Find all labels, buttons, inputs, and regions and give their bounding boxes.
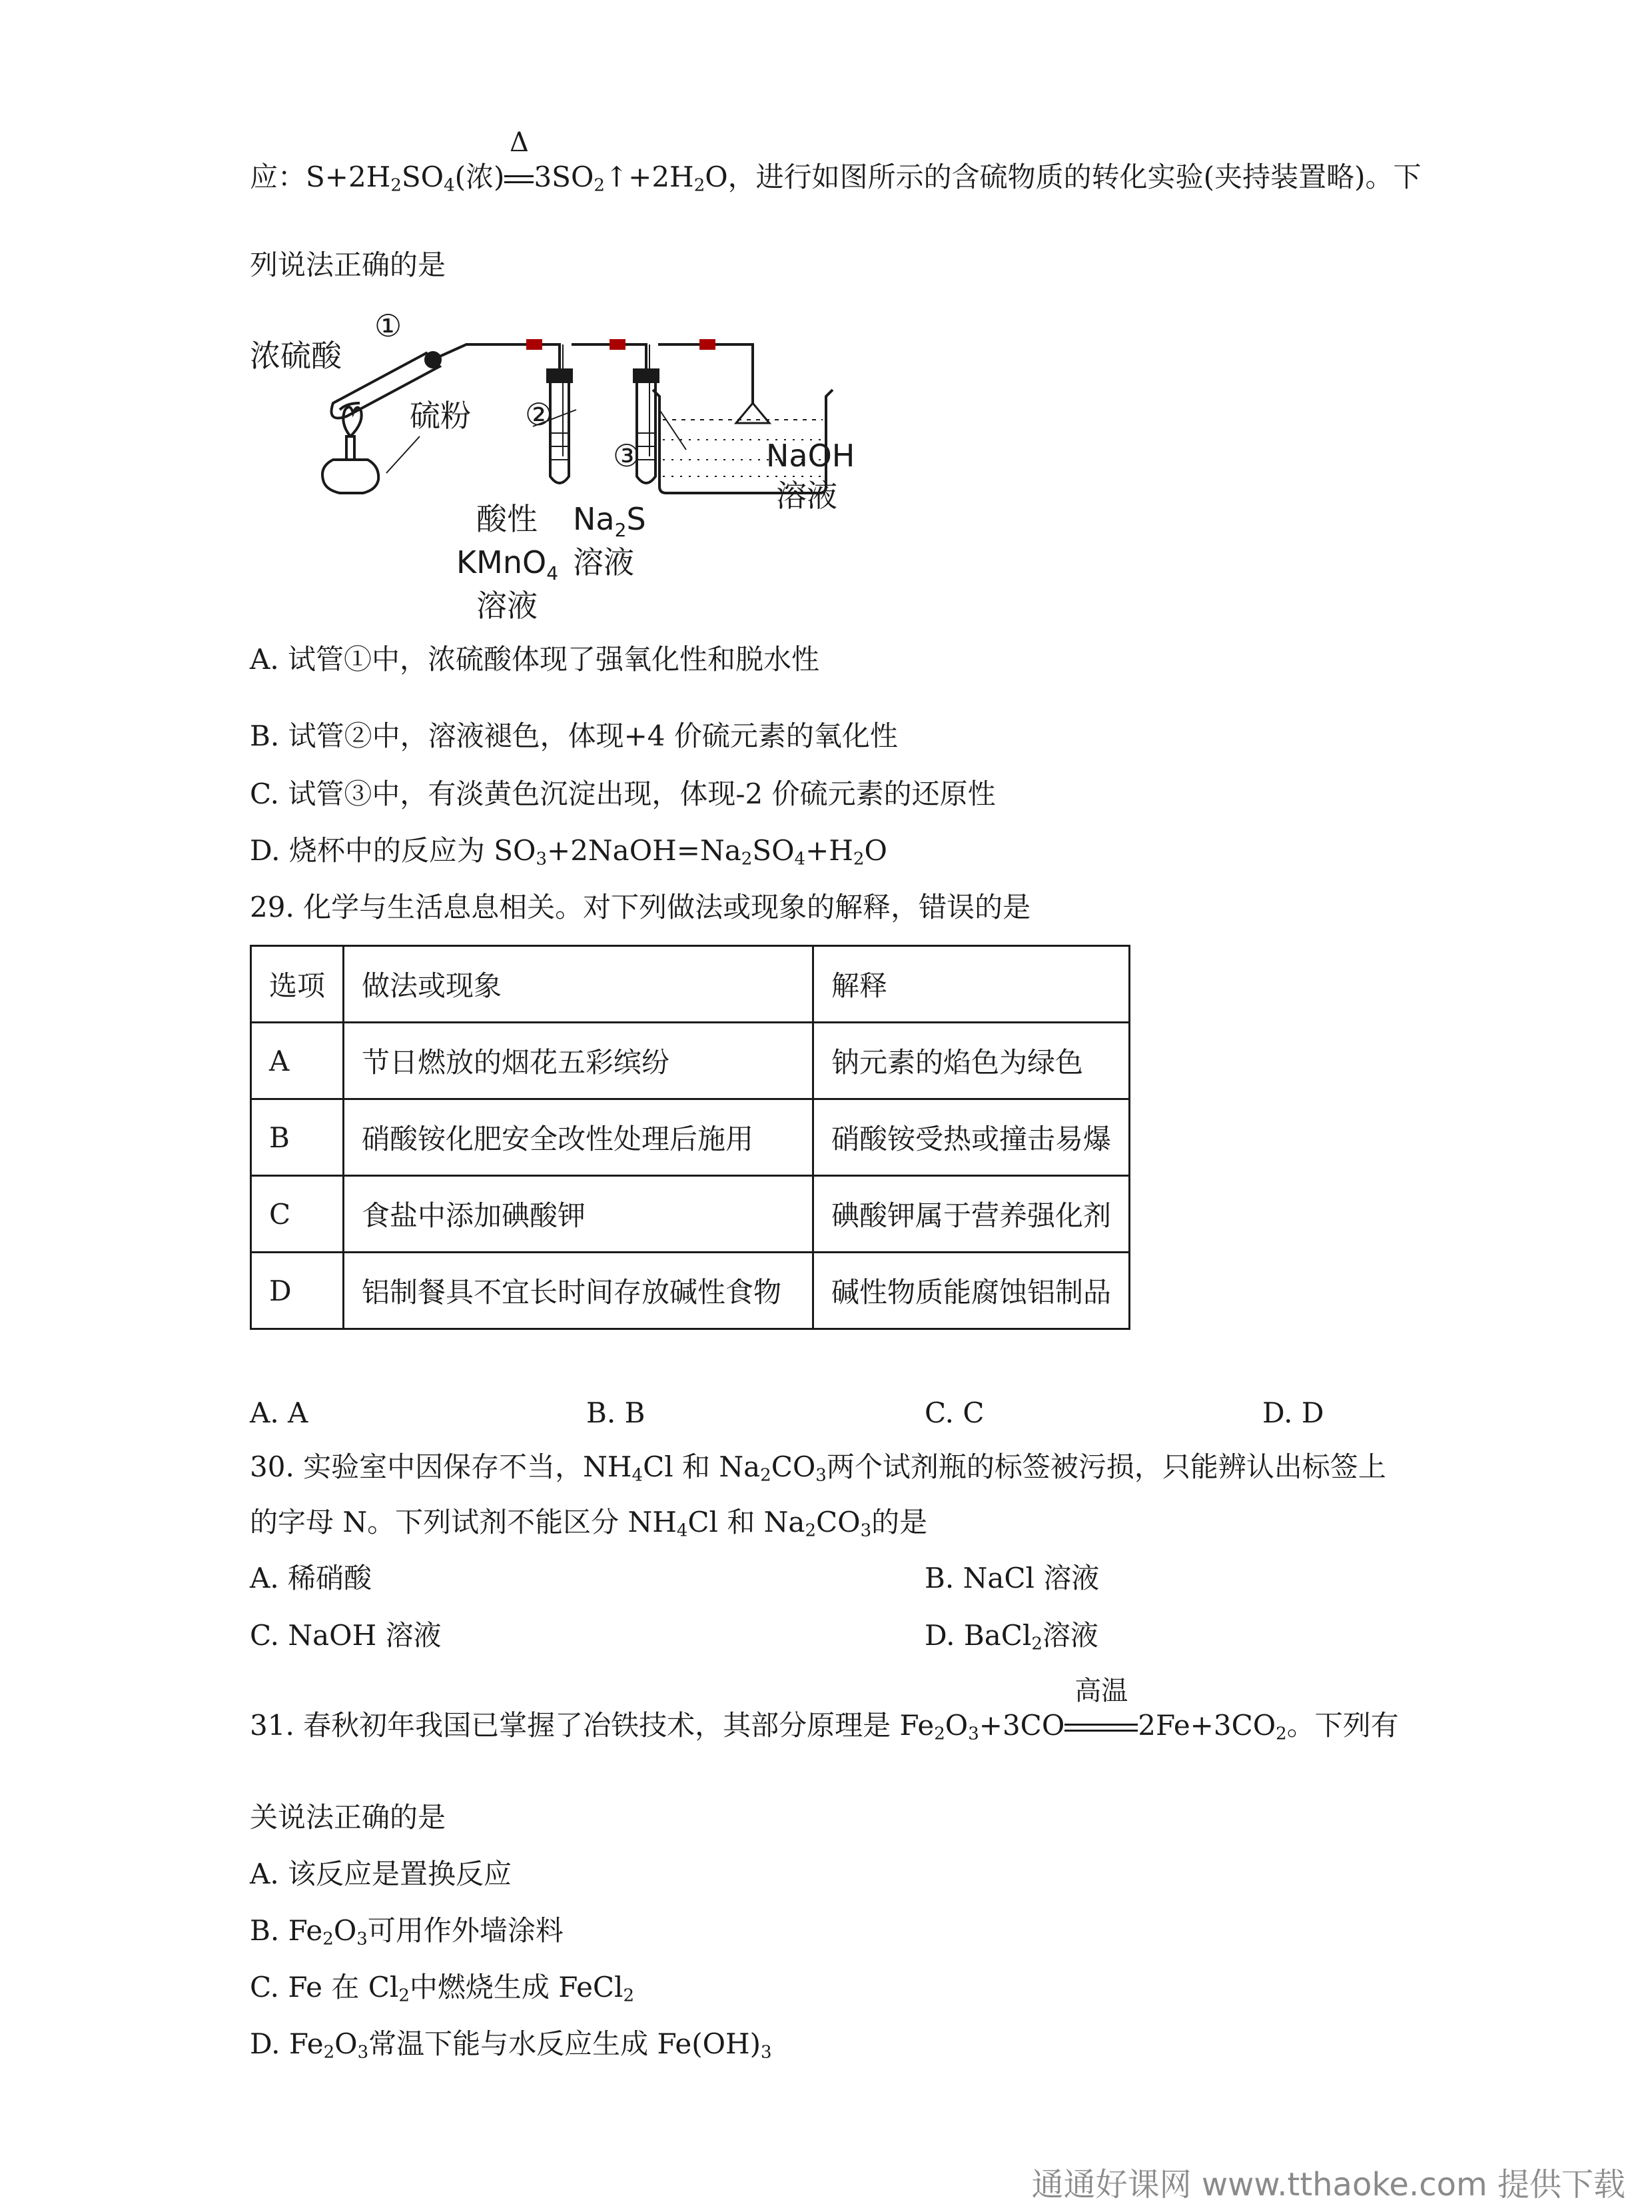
q30-option-b: B. NaCl 溶液 — [925, 1562, 1100, 1594]
label-tube-1: ① — [374, 308, 402, 344]
table-cell: 碘酸钾属于营养强化剂 — [813, 1176, 1130, 1253]
q30-option-c: C. NaOH 溶液 — [250, 1619, 442, 1652]
table-cell: 节日燃放的烟花五彩缤纷 — [344, 1023, 813, 1099]
q31-option-a: A. 该反应是置换反应 — [250, 1858, 512, 1890]
q31-option-d: D. $Fe_2O_3$常温下能与水反应生成 $Fe(OH)_3$ — [250, 2027, 772, 2063]
q28-stem-line2: 列说法正确的是 — [250, 249, 446, 281]
q29-option-b: B. B — [586, 1396, 645, 1429]
table-row — [251, 1023, 1130, 1099]
table-cell: 食盐中添加碘酸钾 — [344, 1176, 813, 1253]
table-row — [251, 1176, 1130, 1253]
q28-stem-line1: 应：$S+2H_2SO_4$(浓) Δ $3SO_2↑+2H_2O$，进行如图所示的含硫物质的转化实验(夹持装置略)。下 — [250, 127, 1422, 196]
apparatus-diagram — [246, 303, 886, 636]
table-row — [251, 1099, 1130, 1176]
q28-option-a: A. 试管①中，浓硫酸体现了强氧化性和脱水性 — [250, 643, 820, 676]
q31-stem-line2: 关说法正确的是 — [250, 1801, 446, 1834]
label-naoh-solution: 溶液 — [776, 478, 837, 514]
table-header-row — [251, 946, 1130, 1023]
heating-condition: Δ — [504, 159, 534, 196]
table-cell: 碱性物质能腐蚀铝制品 — [813, 1253, 1130, 1329]
q30-stem-line2: 的字母 N。下列试剂不能区分 $NH_4Cl$ 和 $Na_2CO_3$的是 — [250, 1506, 928, 1541]
label-naoh: NaOH — [766, 438, 855, 474]
q30-stem-line1: 30. 实验室中因保存不当，$NH_4Cl$ 和 $Na_2CO_3$两个试剂瓶的标签被污损，只能辨认出标签上 — [250, 1450, 1386, 1486]
q29-option-d: D. D — [1262, 1396, 1324, 1429]
table-cell: A — [251, 1023, 344, 1099]
table-header-cell: 解释 — [813, 946, 1130, 1023]
q29-table — [250, 945, 1130, 1330]
q29-option-a: A. A — [250, 1396, 308, 1429]
q31-option-b: B. $Fe_2O_3$可用作外墙涂料 — [250, 1914, 564, 1949]
table-row — [251, 1253, 1130, 1329]
label-sulfur-powder: 硫粉 — [410, 398, 471, 434]
label-na2s-solution: 溶液 — [573, 544, 634, 580]
table-cell: B — [251, 1099, 344, 1176]
q30-option-a: A. 稀硝酸 — [250, 1562, 372, 1594]
q28-option-d: D. 烧杯中的反应为 $SO_3+2NaOH=Na_2SO_4+H_2O$ — [250, 834, 887, 869]
q31-stem-line1: 31. 春秋初年我国已掌握了冶铁技术，其部分原理是 $Fe_2O_3+3CO$ 高温 $2Fe+3CO_2$。下列有 — [250, 1676, 1399, 1744]
table-cell: C — [251, 1176, 344, 1253]
q29-stem: 29. 化学与生活息息相关。对下列做法或现象的解释，错误的是 — [250, 891, 1031, 923]
table-cell: 硝酸铵化肥安全改性处理后施用 — [344, 1099, 813, 1176]
label-conc-sulfuric-acid: 浓硫酸 — [250, 338, 342, 374]
table-header-cell: 选项 — [251, 946, 344, 1023]
q30-option-d: D. BaCl$_2$溶液 — [925, 1619, 1098, 1654]
table-header-cell: 做法或现象 — [344, 946, 813, 1023]
label-kmno4: KMnO$_4$ — [456, 544, 559, 584]
label-tube-3: ③ — [613, 438, 641, 474]
table-cell: 钠元素的焰色为绿色 — [813, 1023, 1130, 1099]
table-cell: 铝制餐具不宜长时间存放碱性食物 — [344, 1253, 813, 1329]
footer-watermark: 通通好课网 www.tthaoke.com 提供下载 — [1031, 2166, 1625, 2203]
label-na2s: $Na_2S$ — [573, 501, 646, 541]
label-acidic: 酸性 — [476, 501, 538, 537]
label-tube-2: ② — [525, 396, 553, 432]
q28-option-b: B. 试管②中，溶液褪色，体现+4 价硫元素的氧化性 — [250, 720, 898, 752]
high-temperature-condition: 高温 — [1064, 1707, 1138, 1744]
table-cell: 硝酸铵受热或撞击易爆 — [813, 1099, 1130, 1176]
q31-option-c: C. Fe 在 $Cl_2$中燃烧生成 FeCl$_2$ — [250, 1971, 635, 2006]
q28-option-c: C. 试管③中，有淡黄色沉淀出现，体现-2 价硫元素的还原性 — [250, 778, 996, 810]
table-cell: D — [251, 1253, 344, 1329]
q29-option-c: C. C — [925, 1396, 985, 1429]
label-kmno4-solution: 溶液 — [476, 588, 538, 624]
